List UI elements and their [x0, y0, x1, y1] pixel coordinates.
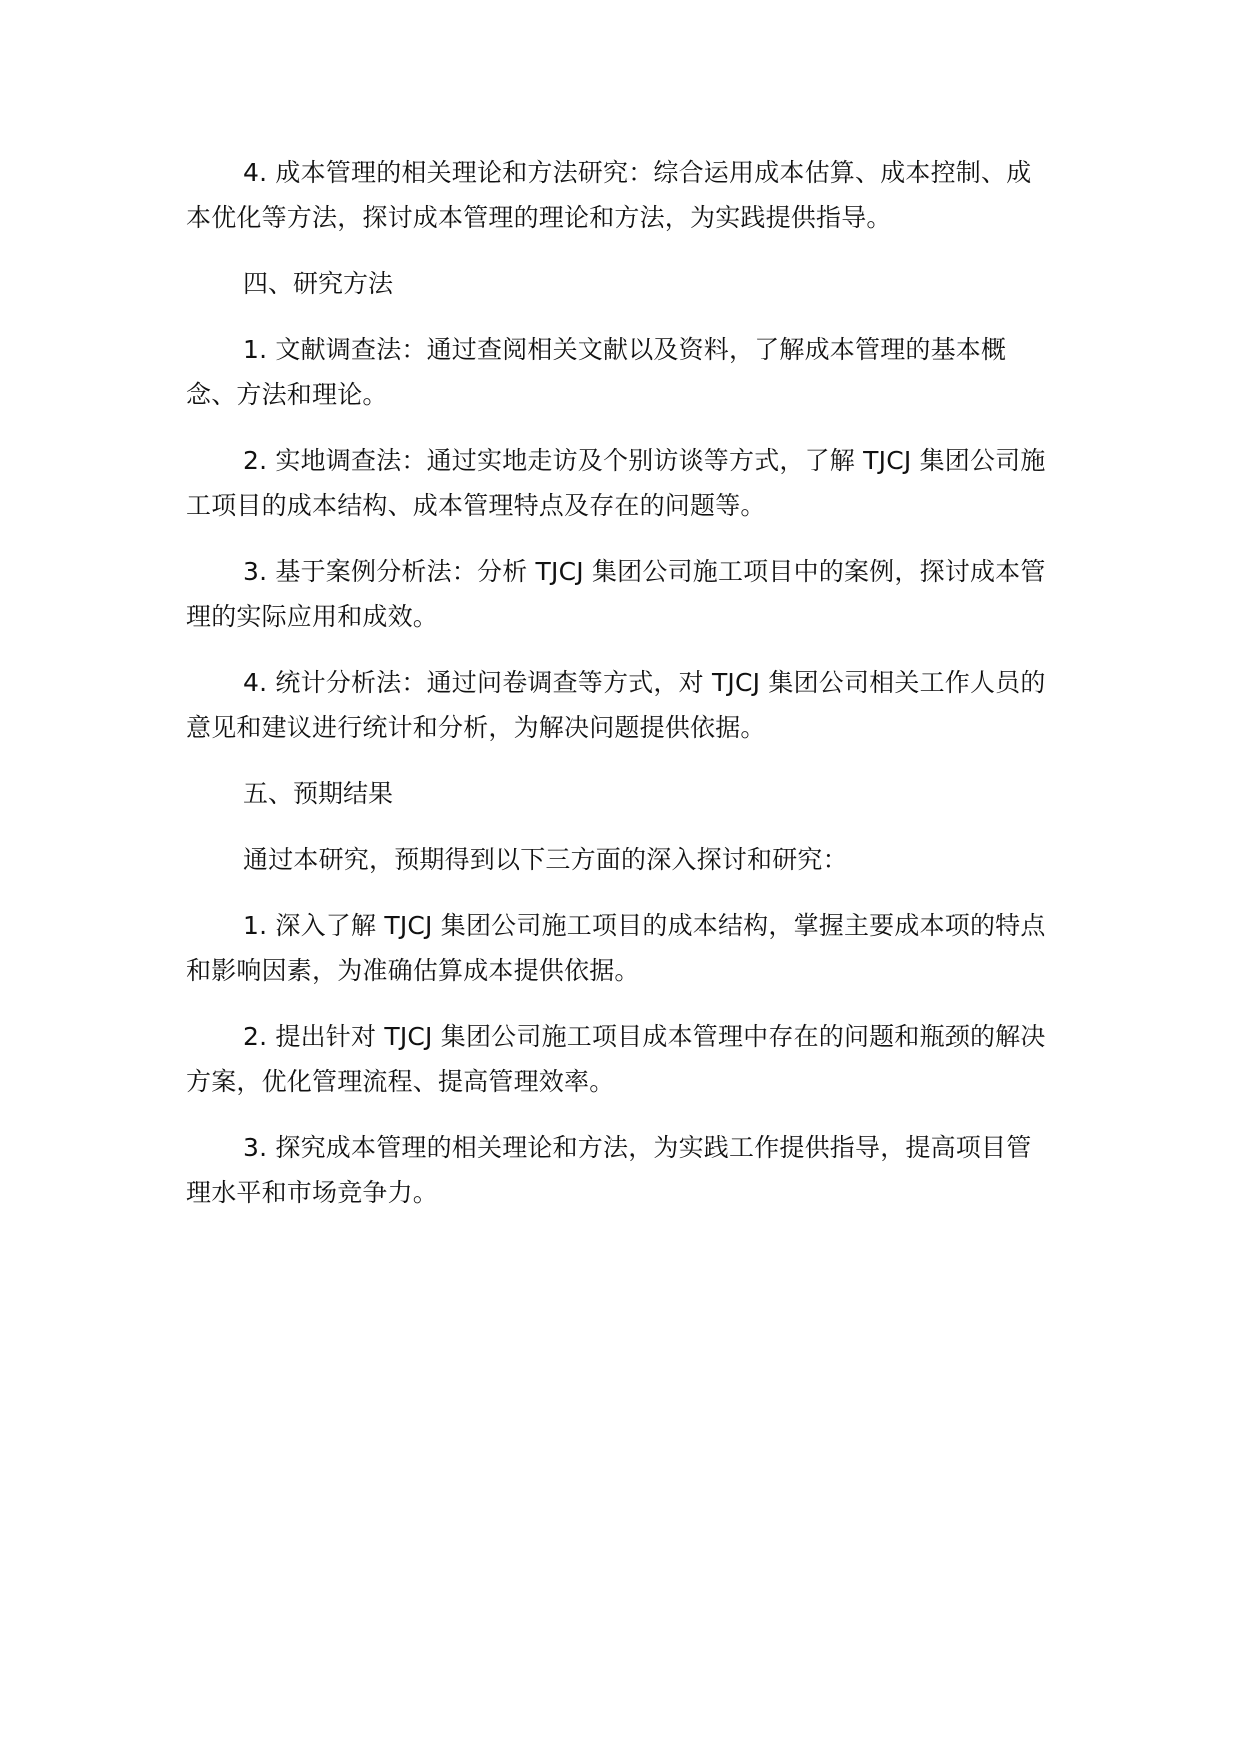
- paragraph-statistical-analysis: 4. 统计分析法：通过问卷调查等方式，对 TJCJ 集团公司相关工作人员的意见和建议进行统计和分析，为解决问题提供依据。: [186, 668, 1046, 742]
- paragraph-expected-intro: 通过本研究，预期得到以下三方面的深入探讨和研究：: [243, 845, 848, 874]
- paragraph-case-analysis: 3. 基于案例分析法：分析 TJCJ 集团公司施工项目中的案例，探讨成本管理的实际应用和成效。: [186, 557, 1046, 631]
- paragraph-expected-result-3: 3. 探究成本管理的相关理论和方法，为实践工作提供指导，提高项目管理水平和市场竞争力。: [186, 1133, 1032, 1207]
- paragraph-literature-survey: 1. 文献调查法：通过查阅相关文献以及资料，了解成本管理的基本概念、方法和理论。: [186, 335, 1007, 409]
- paragraph-expected-result-2: 2. 提出针对 TJCJ 集团公司施工项目成本管理中存在的问题和瓶颈的解决方案，优化管理流程、提高管理效率。: [186, 1022, 1046, 1096]
- paragraph-expected-result-1: 1. 深入了解 TJCJ 集团公司施工项目的成本结构，掌握主要成本项的特点和影响因素，为准确估算成本提供依据。: [186, 911, 1046, 985]
- section-heading-expected-results: 五、预期结果: [243, 779, 394, 808]
- paragraph-field-survey: 2. 实地调查法：通过实地走访及个别访谈等方式，了解 TJCJ 集团公司施工项目的成本结构、成本管理特点及存在的问题等。: [186, 446, 1046, 520]
- document-body: [186, 150, 1056, 1236]
- section-heading-research-methods: 四、研究方法: [243, 269, 394, 298]
- paragraph-cost-theory-research: 4. 成本管理的相关理论和方法研究：综合运用成本估算、成本控制、成本优化等方法，探讨成本管理的理论和方法，为实践提供指导。: [186, 158, 1032, 232]
